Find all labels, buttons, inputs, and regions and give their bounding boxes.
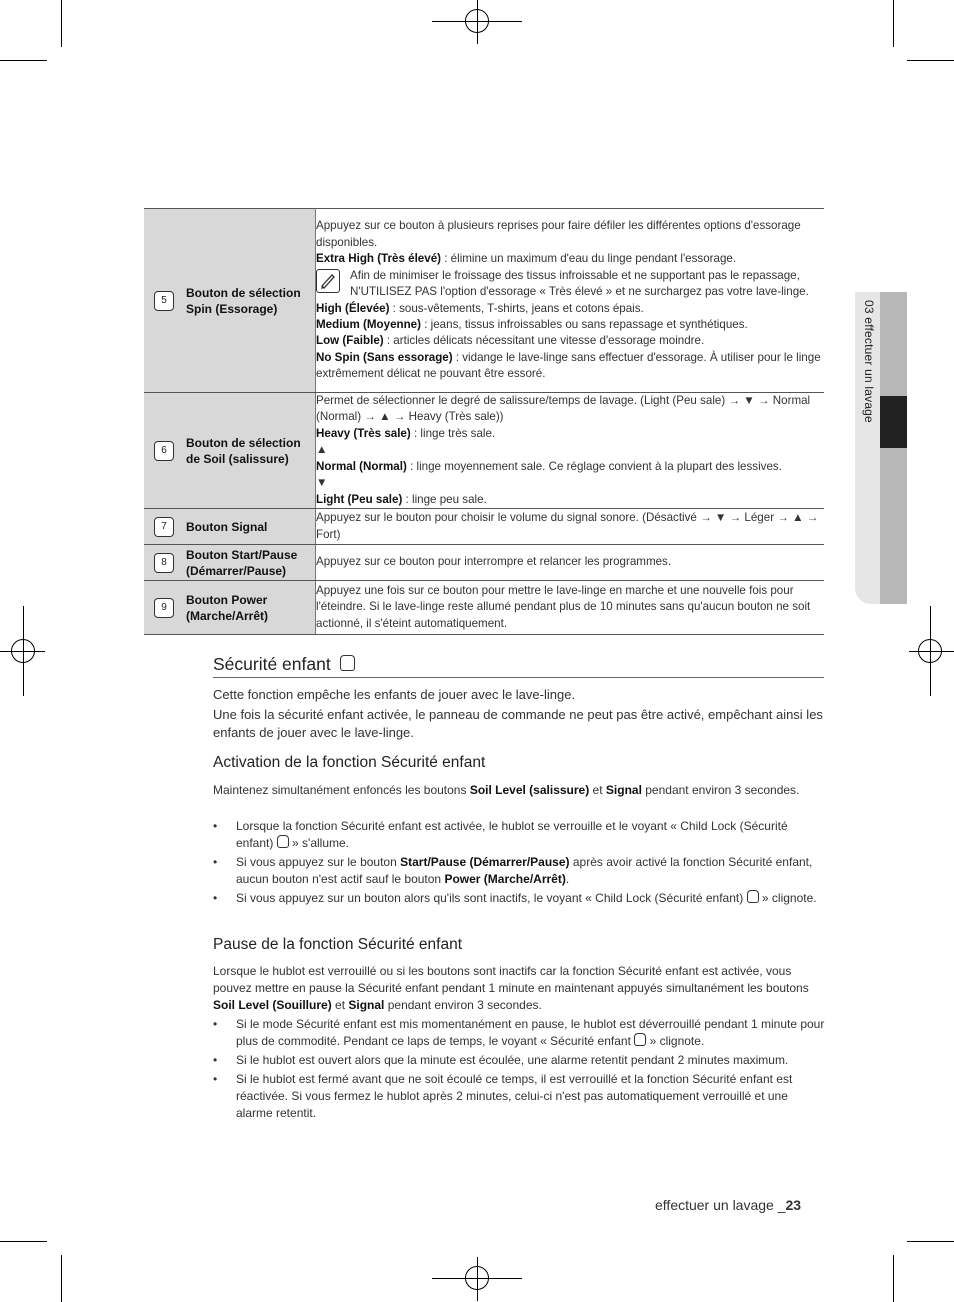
row-number: 9 [154,598,174,618]
chapter-tab-marker [880,396,907,448]
spin-medium: Medium (Moyenne) : jeans, tissus infroissables ou sans repassage et synthétiques. [316,317,748,331]
page-footer: effectuer un lavage _23 [655,1197,802,1213]
intro-paragraph: Une fois la sécurité enfant activée, le panneau de commande ne peut pas être activé, empêchant ainsi les enfants de jouer avec le lave-linge. [213,707,823,740]
child-lock-icon [277,835,289,848]
buttons-table [144,208,824,635]
row-label: Bouton Start/Pause (Démarrer/Pause) [186,547,298,578]
chapter-tab-strip [880,292,907,604]
signal-description: Appuyez sur le bouton pour choisir le volume du signal sonore. (Désactivé → ▼ → Léger → ▲ → Fort) [316,509,825,545]
child-lock-icon [340,655,355,671]
row-number: 7 [154,517,174,537]
crop-mark [907,1241,954,1242]
row-label: Bouton de sélection de Soil (salissure) [186,435,301,466]
spin-intro: Appuyez sur ce bouton à plusieurs reprises pour faire défiler les différentes options d'essorage disponibles. [316,219,801,249]
row-number: 8 [154,553,174,573]
registration-mark [918,639,942,663]
note-pencil-icon [316,269,340,293]
table-row [144,509,824,545]
start-pause-description: Appuyez sur ce bouton pour interrompre et relancer les programmes. [316,545,825,581]
list-item: • Si le hublot est fermé avant que ne soit écoulé ce temps, il est verrouillé et la fonction Sécurité enfant est réactivée. Si vous fermez le hublot après 2 minutes, celui-ci n'est pas automatiquement verrouillé et une alarme retentit. [213,1071,825,1122]
list-item: • Si le hublot est ouvert alors que la minute est écoulée, une alarme retentit pendant 2 minutes maximum. [213,1052,825,1069]
registration-mark [11,639,35,663]
row-label: Bouton de sélection Spin (Essorage) [186,285,301,316]
table-row [144,209,824,393]
row-label: Bouton Power (Marche/Arrêt) [186,592,269,623]
down-arrow-icon: ▼ [316,476,328,490]
pause-intro: Lorsque le hublot est verrouillé ou si les boutons sont inactifs car la fonction Sécurité enfant est activée, vous pouvez mettre en pause la Sécurité enfant pendant 1 minute en maintenant appuyés simultanément les boutons Soil Level (Souillure) et Signal pendant environ 3 secondes. [213,964,809,1012]
table-row [144,393,824,509]
page-number: 23 [785,1197,802,1213]
row-number: 6 [154,441,174,461]
intro-paragraph: Cette fonction empêche les enfants de jouer avec le lave-linge. [213,687,576,702]
list-item: • Lorsque la fonction Sécurité enfant est activée, le hublot se verrouille et le voyant « Child Lock (Sécurité enfant) » s'allume. [213,818,825,852]
activation-intro: Maintenez simultanément enfoncés les boutons Soil Level (salissure) et Signal pendant environ 3 secondes. [213,783,800,797]
spin-low: Low (Faible) : articles délicats nécessitant une vitesse d'essorage moindre. [316,334,705,348]
registration-mark [465,9,489,33]
list-item: • Si vous appuyez sur un bouton alors qu'ils sont inactifs, le voyant « Child Lock (Sécurité enfant) » clignote. [213,890,825,907]
table-row [144,581,824,635]
spin-high: High (Élevée) : sous-vêtements, T-shirts, jeans et cotons épais. [316,301,644,315]
section-title: Sécurité enfant [213,654,824,678]
child-lock-icon [747,890,759,903]
crop-mark [0,1241,47,1242]
child-lock-icon [634,1033,646,1046]
crop-mark [893,1255,894,1302]
crop-mark [61,1255,62,1302]
row-number: 5 [154,291,174,311]
crop-mark [0,60,47,61]
pause-list [213,1016,825,1124]
crop-mark [893,0,894,47]
up-arrow-icon: ▲ [316,443,328,457]
power-description: Appuyez une fois sur ce bouton pour mettre le lave-linge en marche et une nouvelle fois pour l'éteindre. Si le lave-linge reste allumé pendant plus de 10 minutes sans qu'aucun bouton ne soit actionné, il s'éteint automatiquement. [316,581,825,635]
crop-mark [907,60,954,61]
spin-no-spin: No Spin (Sans essorage) : vidange le lave-linge sans effectuer d'essorage. À utiliser pour le linge extrêmement délicat ne pouvant être essoré. [316,350,821,381]
list-item: • Si le mode Sécurité enfant est mis momentanément en pause, le hublot est déverrouillé pendant 1 minute pour plus de commodité. Pendant ce laps de temps, le voyant « Sécurité enfant » clignote. [213,1016,825,1050]
crop-mark [61,0,62,47]
soil-intro: Permet de sélectionner le degré de salissure/temps de lavage. (Light (Peu sale) → ▼ → Normal (Normal) → ▲ → Heavy (Très sale)) [316,394,811,424]
registration-mark [465,1266,489,1290]
spin-extra-high: Extra High (Très élevé) : élimine un maximum d'eau du linge pendant l'essorage. [316,252,737,266]
list-item: • Si vous appuyez sur le bouton Start/Pause (Démarrer/Pause) après avoir activé la fonction Sécurité enfant, aucun bouton n'est actif sauf le bouton Power (Marche/Arrêt). [213,854,825,888]
activation-list [213,818,825,909]
soil-light: Light (Peu sale) : linge peu sale. [316,492,487,506]
chapter-tab-label: 03 effectuer un lavage [862,300,876,423]
row-label: Bouton Signal [186,519,268,534]
table-row [144,545,824,581]
soil-normal: Normal (Normal) : linge moyennement sale. Ce réglage convient à la plupart des lessives. [316,459,782,473]
activation-heading: Activation de la fonction Sécurité enfant [213,754,486,771]
pause-heading: Pause de la fonction Sécurité enfant [213,936,463,953]
spin-note: Afin de minimiser le froissage des tissus infroissable et ne supportant pas le repassage, N'UTILISEZ PAS l'option d'essorage « Très élevé » et ne surchargez pas votre lave-linge. [316,268,824,301]
soil-heavy: Heavy (Très sale) : linge très sale. [316,426,496,440]
